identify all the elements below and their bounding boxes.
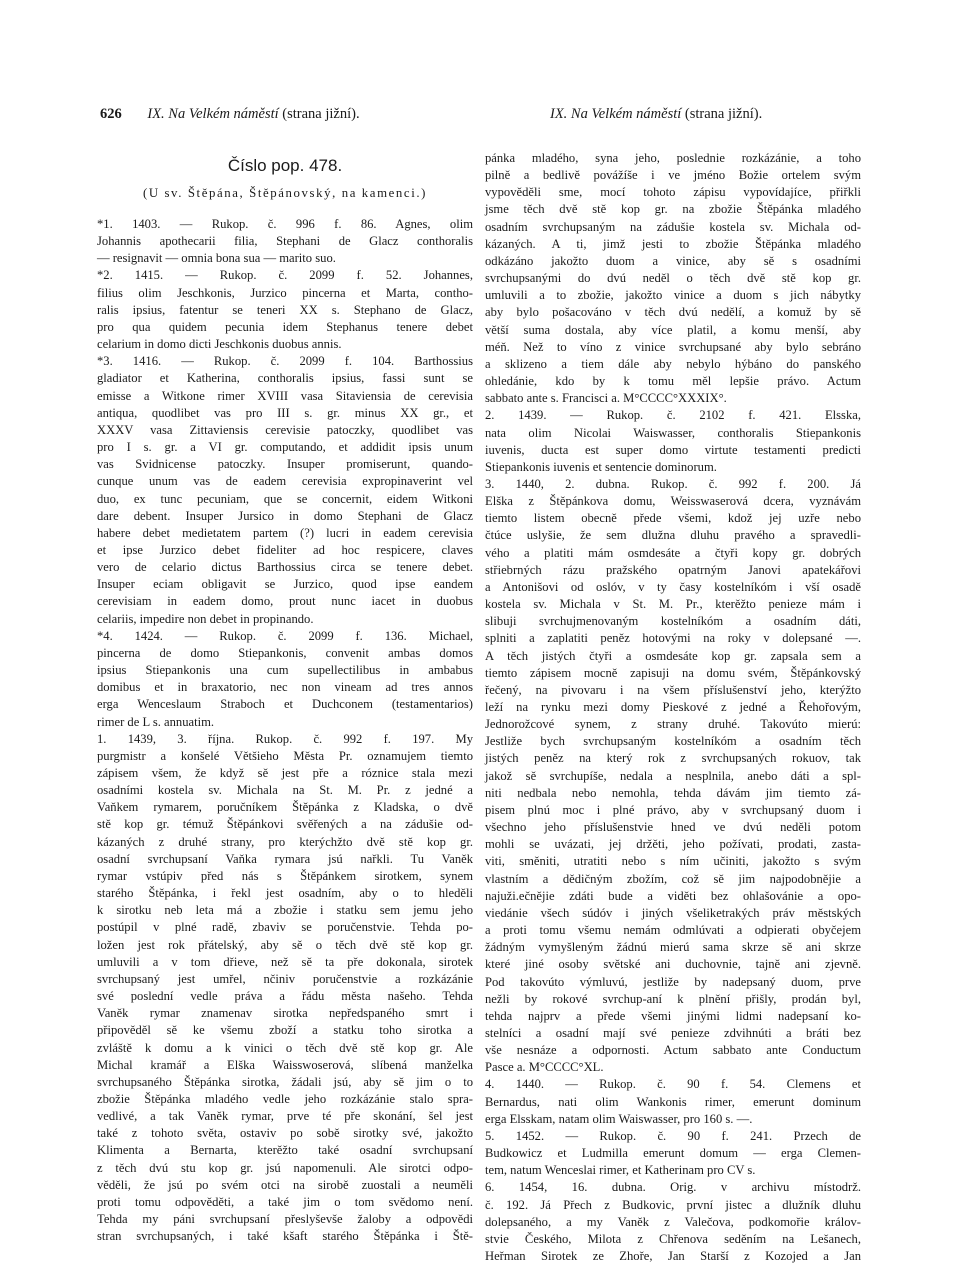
text-line: pánka mladého, syna jeho, poslednie rozkázánie, a toho — [485, 151, 861, 165]
text-line: umluvili a v tom dřieve, než sě ta pře dokonala, sirotek — [97, 954, 473, 969]
text-line: pincerna de domo Stiepankonis, convenit ambas domos — [97, 645, 473, 660]
text-line: cerevisiam in eadem domo, prout nunc iacet in duobus — [97, 594, 473, 609]
text-line: duo, ex tunc pecuniam, que se concernit, eidem Witkoni — [97, 491, 473, 506]
text-line: gladiator et Katherina, conthoralis ipsius, fassi sunt se — [97, 371, 473, 386]
text-line: svrchupsaný jest umřel, nčiniv poručenstvie a rozkázánie — [97, 971, 473, 986]
text-line: stvie Českého, Milota z Chřenova seděním na Lešanech, — [485, 1231, 861, 1246]
text-line: A těch jistých čtyři a osmdesáte kop gr. zapsala sem a — [485, 648, 861, 663]
running-title-rest: (strana jižní). — [282, 106, 360, 122]
text-line: připověděl sě ke všemu zboží a statku toho sirotka a — [97, 1023, 473, 1038]
running-title-italic: IX. Na Velkém náměstí — [550, 106, 682, 122]
text-line: vypověděli sme, mocí tohoto zápisu vypovídajíce, přiřkli — [485, 185, 861, 200]
text-line: tem, natum Wenceslai rimer, et Katherinam pro CV s. — [485, 1163, 756, 1178]
text-line: 3. 1440, 2. dubna. Rukop. č. 992 f. 200. Já — [485, 476, 861, 491]
text-line: vas Svidnicense patoczky. Insuper promiserunt, quando- — [97, 457, 473, 472]
text-line: vlastním a dědičným zbožím, což sě jim najpodobnějie a — [485, 871, 861, 886]
left-text-column — [97, 216, 473, 1245]
text-line: ralis ipsius, fatentur se teneri XX s. Stephano de Glacz, — [97, 302, 473, 317]
text-line: splniti a zaplatiti peněz hotovými na roky v dolepsané —. — [485, 631, 861, 646]
text-line: čtúce uslyšie, že sem dlužna dluhu pravého a spravedli- — [485, 528, 861, 543]
text-line: tiemto zápisem mocně zapisuji na domu svém, Štěpánkovský — [485, 665, 861, 680]
text-line: viti, směniti, utratiti nebo s ním učiniti, jakožto s svým — [485, 854, 861, 869]
text-line: tehda najprv a přede všemi jinými lidmi nadepsaní ko- — [485, 1008, 861, 1023]
text-line: a Antonišovi od oslóv, v ty časy kostelníkóm i vší osadě — [485, 579, 861, 594]
text-line: 2. 1439. — Rukop. č. 2102 f. 421. Elsska, — [485, 408, 861, 423]
text-line: pisem plnú moc i plné právo, aby v svrchupsaný duom i — [485, 802, 861, 817]
text-line: dare debent. Insuper Jursico in domo Stephani de Glacz — [97, 508, 473, 523]
right-text-column — [485, 150, 861, 1265]
text-line: domibus et in braxatorio, nec non vineam ad tres annos — [97, 680, 473, 695]
text-line: jistých peněz na který rok z svrchupsaných rokuov, tak — [485, 751, 861, 766]
text-line: vero de celario dictus Barthossius circa se tenere debet. — [97, 560, 473, 575]
text-line: žádným vymyšleným žádnú mierú sama skrze sě ani skrze — [485, 940, 861, 955]
text-line: slibuji svrchujmenovaným kostelníkóm a osadním dáti, — [485, 614, 861, 629]
text-line: stelníci a osadní mají své peniezе zdvihnúti a bráti bez — [485, 1025, 861, 1040]
text-line: umluvili a to zbožie, jakožto vinice a duom s jich nábytky — [485, 288, 861, 303]
text-line: purgmistr a konšelé Většieho Města Pr. oznamujem tiemto — [97, 748, 473, 763]
text-line: Budkowicz et Ludmilla emerunt domum — erga Clemen- — [485, 1146, 861, 1161]
text-line: XXXV vasa Zittaviensis cerevisie patoczky, quodlibet vas — [97, 422, 473, 437]
text-line: vše nesnáze a odpornosti. Actum sabbato ante Conductum — [485, 1043, 861, 1058]
text-line: erga Wenceslaum Straboch et Duchconem (testamentarios) — [97, 697, 473, 712]
text-line: osadními kostela sv. Michala na St. M. Pr. z jedné a — [97, 783, 473, 798]
text-line: Insuper eciam obligavit se Jurzico, quod ipse eandem — [97, 577, 473, 592]
text-line: ipsius Stiepankonis una cum supellectilibus in ambabus — [97, 663, 473, 678]
text-line: větší suma dostala, aby více platil, a komu menší, aby — [485, 322, 861, 337]
text-line: věděli, že jsú po svém otci na sirobě zuostali a neuměli — [97, 1177, 473, 1192]
text-line: Pasce a. M°CCCC°XL. — [485, 1060, 604, 1075]
text-line: ložen jest rok přátelský, aby sě o těch dvě stě kop gr. — [97, 937, 473, 952]
text-line: 6. 1454, 16. dubna. Orig. v archivu místodrž. — [485, 1180, 861, 1195]
text-line: — resignavit — omnia bona sua — marito suo. — [97, 251, 336, 266]
page-number: 626 — [100, 106, 122, 122]
text-line: zvláště k domu a k vinici o těch dvě stě kop gr. Ale — [97, 1040, 473, 1055]
text-line: jakož sě svrchupíše, nedala a nesplnila, anebo dáti a spl- — [485, 768, 861, 783]
text-line: celarium in domo dicti Jeschkonis duobus annis. — [97, 337, 342, 352]
text-line: stran svrchupsaných, i také kšaft starého Štěpánka i Ště- — [97, 1229, 473, 1244]
text-line: Bernardus, nati olim Wankonis rimer, emerunt dominum — [485, 1094, 861, 1109]
text-line: z těch dvú stu kop gr. jsú napomenuli. Ale sirotci odpo- — [97, 1160, 473, 1175]
text-line: najuži.ečnějie zdáti bude a viděti bez ohlašovánie a opo- — [485, 888, 861, 903]
text-line: ohledánie, kdo by k tomu měl lepšie právo. Actum — [485, 374, 861, 389]
text-line: 5. 1452. — Rukop. č. 90 f. 241. Przech de — [485, 1128, 861, 1143]
text-line: vého a platiti mám osmdesáte a čtyři kopy gr. dobrých — [485, 545, 861, 560]
text-line: 1. 1439, 3. října. Rukop. č. 992 f. 197. My — [97, 731, 473, 746]
text-line: zbožie Štěpánka mladého vedle jeho rozkázánie stalo spra- — [97, 1091, 473, 1106]
text-line: 4. 1440. — Rukop. č. 90 f. 54. Clemens et — [485, 1077, 861, 1092]
text-line: Jestliže bych svrchupsaným kostelníkóm a osadním těch — [485, 734, 861, 749]
text-line: Elška z Štěpánkova domu, Weisswaserová dcera, vyznávám — [485, 494, 861, 509]
text-line: leží na rynku mezi domy Pieskové z jedné a Řehořovým, — [485, 700, 861, 714]
text-line: postúpil v plné radě, zbaviv se poručenstvie. Tehda po- — [97, 920, 473, 935]
text-line: antiqua, quodlibet vas pro III s. gr. minus XX gr., et — [97, 405, 473, 420]
text-line: Heřman Sirotek ze Zhoře, Jan Starší z Kozojed a Jan — [485, 1249, 861, 1263]
text-line: Stiepankonis iuvenis et sentencie dominorum. — [485, 459, 717, 474]
text-line: zápisem všem, že když sě jest pře a róznice stala mezi — [97, 766, 473, 780]
text-line: et ipse Jurzico debet fideliter ad hoc respicere, claves — [97, 542, 473, 557]
text-line: Michal kramář a Elška Waisswoserová, slíbená manželka — [97, 1057, 473, 1072]
text-line: všechno jeho příslušenstvie hned ve dvú neděli potom — [485, 820, 861, 835]
text-line: osadním svrchupsaným na zádušie kostela sv. Michala od- — [485, 219, 861, 234]
text-line: *2. 1415. — Rukop. č. 2099 f. 52. Johannes, — [97, 268, 473, 283]
text-line: k sirotku neb leta má a zbožie i statku sem jemu jeho — [97, 903, 473, 918]
text-line: emisse a Witkone rimer XVIII vasa Sitaviensia de cerevisia — [97, 388, 473, 403]
text-line: niti nedbala nebo nemohla, tehda dávám jim tiemto zá- — [485, 785, 861, 800]
text-line: mohli se uvázati, jej držěti, jeho požívati, prodati, zasta- — [485, 837, 861, 852]
text-line: Pod takovúto výmluvú, jestliže by nadepsaný duom, prve — [485, 974, 861, 989]
text-line: celariis, impedire non debet in propinando. — [97, 611, 314, 626]
text-line: Klimenta a Bernarta, kterěžto také osadní svrchupsaní — [97, 1143, 473, 1158]
text-line: Vaňkem rymarem, poručníkem Štěpánka z Kladska, o dvě — [97, 800, 473, 815]
text-line: cunque unum vas de eadem cerevisia expropinaverint vel — [97, 474, 473, 489]
text-line: jsme těch dvě stě kop gr. na zbožie Štěpánka mladého — [485, 202, 861, 217]
text-line: pilně a bedlivě povážíše i ve jméno Božie ortelem svým — [485, 168, 861, 183]
text-line: své poslední vedle práva a řádu města našeho. Tehda — [97, 989, 473, 1004]
text-line: sabbato ante s. Francisci a. M°CCCC°XXXIX°. — [485, 391, 727, 406]
text-line: *1. 1403. — Rukop. č. 996 f. 86. Agnes, olim — [97, 217, 473, 231]
text-line: nežli by rokové svrchup-aní k plnění přišly, prodán byl, — [485, 991, 861, 1006]
text-line: kázaných z druhé strany, pro kterýchžto dvě stě kop gr. — [97, 834, 473, 849]
text-line: a sklizeno a tiem dále aby nebylo hýbáno do panského — [485, 356, 861, 371]
text-line: řečený, na pivovaru i na všem příslušenství jeho, kterýžto — [485, 682, 861, 697]
text-line: rimer de L s. annuatim. — [97, 714, 215, 729]
text-line: *3. 1416. — Rukop. č. 2099 f. 104. Barthossius — [97, 354, 473, 369]
text-line: Vaněk rymar znamenav sirotka nepředspaného smrt i — [97, 1006, 473, 1021]
text-line: které jiné osoby světské ani duchovnie, tajně ani zjevně. — [485, 957, 861, 972]
text-line: starého Štěpánka, i řekl jest osadním, aby o to hleděli — [97, 886, 473, 901]
text-line: č. 192. Já Přech z Budkovic, první jistec a dlužník dluhu — [485, 1197, 861, 1212]
text-line: aby bylo pošacováno v těch dvú nedělí, a komuž by sě — [485, 305, 861, 320]
text-line: erga Elsskam, natam olim Waiswasser, pro 160 s. —. — [485, 1111, 753, 1126]
text-line: filius olim Jeschkonis, Jurzico pincerna et Marta, contho- — [97, 285, 473, 300]
text-line: odkázáno jakožto duom a vinice, aby sě s osadními — [485, 253, 861, 268]
text-line: Tehda my páni svrchupsaní přeslyševše žaloby a odpovědi — [97, 1212, 473, 1227]
running-title-rest: (strana jižní). — [684, 106, 763, 122]
section-heading: Číslo pop. 478. — [227, 156, 343, 175]
text-line: pro qua quidem pecunia idem Stephanus tenere debet — [97, 319, 473, 334]
text-line: svrchupsanými do dvú neděl o těch dvě stě kop gr. — [485, 271, 861, 286]
text-line: nata olim Nicolai Waiswasser, conthoralis Stiepankonis — [485, 425, 861, 440]
text-line: pro I s. gr. a VI gr. computando, et addidit ipsis unum — [97, 440, 473, 455]
section-subheading: (U sv. Štěpána, Štěpánovský, na kamenci.) — [142, 186, 428, 200]
text-line: tiemto listem obecně přede všemi, kdož jej uzře nebo — [485, 511, 861, 526]
text-line: vedlivé, a tak Vaněk rymar, prve té pře skonání, šel jest — [97, 1109, 473, 1124]
text-line: střiebrných rázu pražského opatrným Janovi apatekářovi — [485, 562, 861, 577]
text-line: Jednorožcové synem, z strany druhé. Takovúto mierú: — [485, 717, 861, 732]
text-line: Johannis apothecarii filia, Stephani de Glacz conthoralis — [97, 234, 473, 249]
text-line: méň. Než to víno z vinice svrchupsané aby bylo sebráno — [485, 339, 861, 354]
text-line: rymar vstúpiv před nás s Štěpánkem sirotkem, synem — [97, 868, 473, 883]
text-line: kázaných. A ti, jimž jesti to zbožie Štěpánka mladého — [485, 236, 861, 251]
text-line: a proti tomu všemu nemám odmlúvati a odpierati obyčejem — [485, 923, 861, 938]
text-line: osadní svrchupsaní Vaňka rymara jsú nařkli. Tu Vaněk — [97, 851, 473, 866]
text-line: také z tohoto světa, ostaviv po sobě sirotky své, jakožto — [97, 1126, 473, 1141]
text-line: viedánie všech súdóv i jiných všeliketrakých práv městských — [485, 905, 861, 920]
text-line: habere debet medietatem partem (?) lucri in eadem cerevisia — [97, 525, 473, 540]
text-line: iuvenis, ducta est super domo virtute testamenti predicti — [485, 442, 861, 457]
running-title-italic: IX. Na Velkém náměstí — [147, 106, 279, 122]
text-line: svrchupsaného Štěpánka sirotka, žádali jsú, aby sě jim o to — [97, 1074, 473, 1089]
running-head-left — [100, 106, 360, 123]
text-line: dolepsaného, a my Vaněk z Valečova, podkomořie králov- — [485, 1214, 861, 1229]
text-line: stě kop gr. témuž Štěpánkovi svěřených a na zádušie od- — [97, 817, 473, 832]
text-line: *4. 1424. — Rukop. č. 2099 f. 136. Michael, — [97, 628, 473, 643]
running-head-right — [550, 106, 762, 123]
text-line: proti tomu odpověděti, a také jim o tom svědomo není. — [97, 1194, 473, 1209]
text-line: kostela sv. Michala v St. M. Pr., kterěžto peniezе mám i — [485, 597, 861, 612]
